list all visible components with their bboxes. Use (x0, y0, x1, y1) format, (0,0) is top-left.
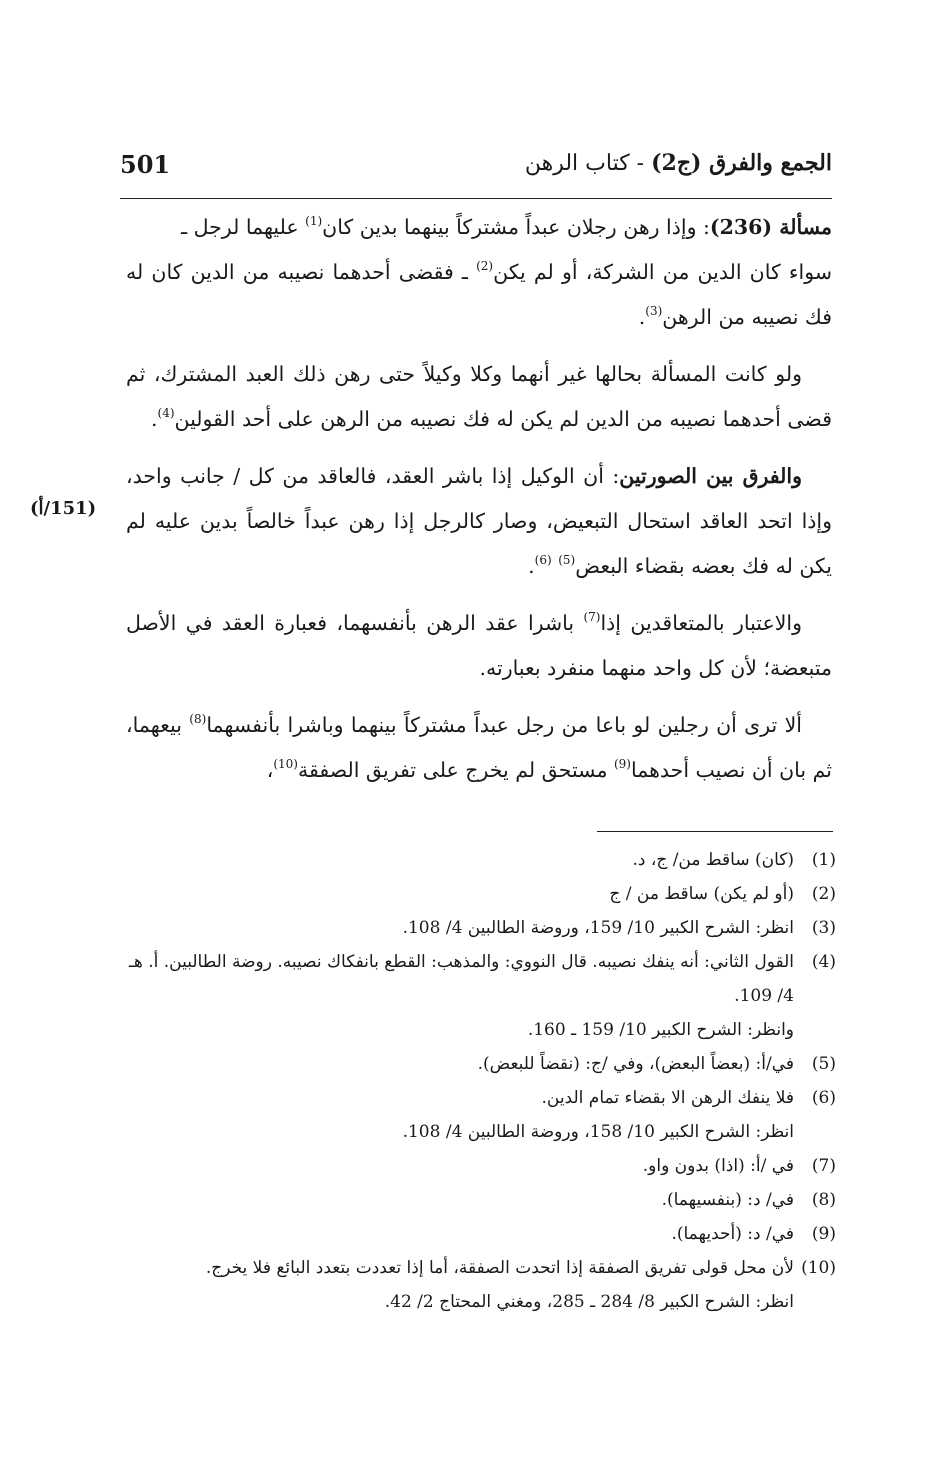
footnote-number: (1) (811, 850, 836, 870)
footnote-ref[interactable]: (1) (305, 214, 323, 228)
footnote-item (126, 1217, 836, 1251)
footnote-text (126, 1183, 794, 1217)
manuscript-folio-reference: (151/أ) (30, 498, 97, 519)
footnote-ref[interactable]: (5) (558, 553, 576, 567)
paragraph-difference (126, 454, 832, 589)
footnote-line: (كان) ساقط من/ ج، د. (632, 850, 794, 870)
footnote-ref[interactable]: (7) (583, 610, 601, 624)
footnote-ref[interactable]: (3) (645, 304, 663, 318)
text-run: ـ فقضى أحدهما نصيبه من الدين كان له فك نصيبه من الرهن (126, 260, 832, 329)
text-run: سواء كان الدين من الشركة، أو لم يكن (493, 260, 833, 284)
header-divider (120, 198, 832, 199)
footnote-line: انظر: الشرح الكبير 8/ 284 ـ 285، ومغني المحتاج 2/ 42. (384, 1292, 794, 1312)
footnote-number: (9) (811, 1224, 836, 1244)
footnote-divider (597, 831, 833, 832)
footnote-ref[interactable]: (9) (613, 757, 631, 771)
page-header (120, 150, 832, 190)
footnote-item (126, 1149, 836, 1183)
footnote-number: (4) (811, 952, 836, 972)
footnote-item (126, 843, 836, 877)
paragraph-agent-case (126, 352, 832, 442)
footnote-ref[interactable]: (8) (189, 712, 207, 726)
footnote-number: (2) (811, 884, 836, 904)
text-run: . (150, 407, 158, 431)
paragraph-issue-236 (126, 205, 832, 340)
footnote-line: في /أ: (اذا) بدون واو. (642, 1156, 794, 1176)
paragraph-example (126, 703, 832, 793)
main-text (126, 205, 832, 805)
footnote-text (126, 911, 794, 945)
page-number: 501 (120, 150, 171, 179)
footnote-line: في/ د: (بنفسيهما). (661, 1190, 794, 1210)
footnote-text (126, 1047, 794, 1081)
footnote-number: (10) (801, 1258, 836, 1278)
footnote-text (126, 945, 794, 1047)
running-head (525, 150, 832, 176)
text-run: ألا ترى أن رجلين لو باعا من رجل عبداً مشتركاً بينهما وباشرا بأنفسهما (206, 713, 802, 737)
footnotes-list (126, 843, 836, 1319)
text-run: عليهما لرجل ـ (181, 215, 306, 239)
footnote-line: وانظر: الشرح الكبير 10/ 159 ـ 160. (527, 1020, 794, 1040)
footnote-text (126, 1217, 794, 1251)
text-run: : أن الوكيل إذا باشر العقد، فالعاقد من كل / جانب واحد، وإذا اتحد العاقد استحال التبعيض، وصار كالرجل إذا رهن عبداً خالصاً بدين عليه لم يكن له فك بعضه بقضاء البعض (126, 464, 832, 578)
footnote-line: انظر: الشرح الكبير 10/ 159، وروضة الطالبين 4/ 108. (402, 918, 794, 938)
footnote-number: (5) (811, 1054, 836, 1074)
footnote-item (126, 1047, 836, 1081)
footnote-line: لأن محل قولى تفريق الصفقة إذا اتحدت الصفقة، أما إذا تعددت بتعدد البائع فلا يخرج. (205, 1258, 794, 1278)
footnote-text (126, 843, 794, 877)
footnote-item (126, 1251, 836, 1319)
footnote-text (126, 1081, 794, 1149)
chapter-title: - كتاب الرهن (524, 151, 652, 176)
footnote-line: (أو لم يكن) ساقط من / ج (609, 884, 794, 904)
book-title: الجمع والفرق (ج2) (651, 150, 832, 176)
footnote-ref[interactable]: (2) (476, 259, 494, 273)
footnote-text (126, 877, 794, 911)
text-run: ولو كانت المسألة بحالها غير أنهما وكلا وكيلاً حتى رهن ذلك العبد المشترك، ثم قضى أحدهما نصيبه من الدين لم يكن له فك نصيبه من الرهن على أحد القولين (126, 362, 832, 431)
footnote-ref[interactable]: (4) (157, 406, 175, 420)
text-run: ، (266, 758, 274, 782)
footnote-line: انظر: الشرح الكبير 10/ 158، وروضة الطالبين 4/ 108. (402, 1122, 794, 1142)
text-run: . (638, 305, 646, 329)
footnote-line: في/ د: (أحديهما). (671, 1224, 794, 1244)
footnote-ref[interactable]: (10) (273, 757, 298, 771)
issue-heading: مسألة (236) (709, 215, 832, 239)
footnote-line: في/أ: (بعضاً البعض)، وفي /ج: (نقضاً للبعض). (477, 1054, 794, 1074)
text-run: باشرا عقد الرهن بأنفسهما، فعبارة العقد في الأصل متبعضة؛ لأن كل واحد منهما منفرد بعبارته. (126, 611, 832, 680)
footnote-number: (7) (811, 1156, 836, 1176)
footnote-number: (3) (811, 918, 836, 938)
paragraph-consideration (126, 601, 832, 691)
footnote-text (126, 1251, 794, 1319)
footnote-item (126, 911, 836, 945)
text-run: : وإذا رهن رجلان عبداً مشتركاً بينهما بدين كان (322, 215, 710, 239)
text-run: . (528, 554, 535, 578)
footnote-number: (6) (811, 1088, 836, 1108)
difference-heading: والفرق بين الصورتين (619, 464, 802, 488)
footnote-text (126, 1149, 794, 1183)
footnote-line: القول الثاني: أنه ينفك نصيبه. قال النووي: والمذهب: القطع بانفكاك نصيبه. روضة الطالبين. أ. هـ 4/ 109. (128, 952, 794, 1006)
footnote-ref[interactable]: (6) (534, 553, 552, 567)
footnote-item (126, 1183, 836, 1217)
footnote-item (126, 877, 836, 911)
text-run: مستحق لم يخرج على تفريق الصفقة (297, 758, 614, 782)
text-run: والاعتبار بالمتعاقدين إذا (600, 611, 802, 635)
footnote-item (126, 945, 836, 1047)
footnote-item (126, 1081, 836, 1149)
text-run: بيعهما، ثم بان أن نصيب أحدهما (126, 713, 832, 782)
footnote-number: (8) (811, 1190, 836, 1210)
footnote-line: فلا ينفك الرهن الا بقضاء تمام الدين. (541, 1088, 794, 1108)
